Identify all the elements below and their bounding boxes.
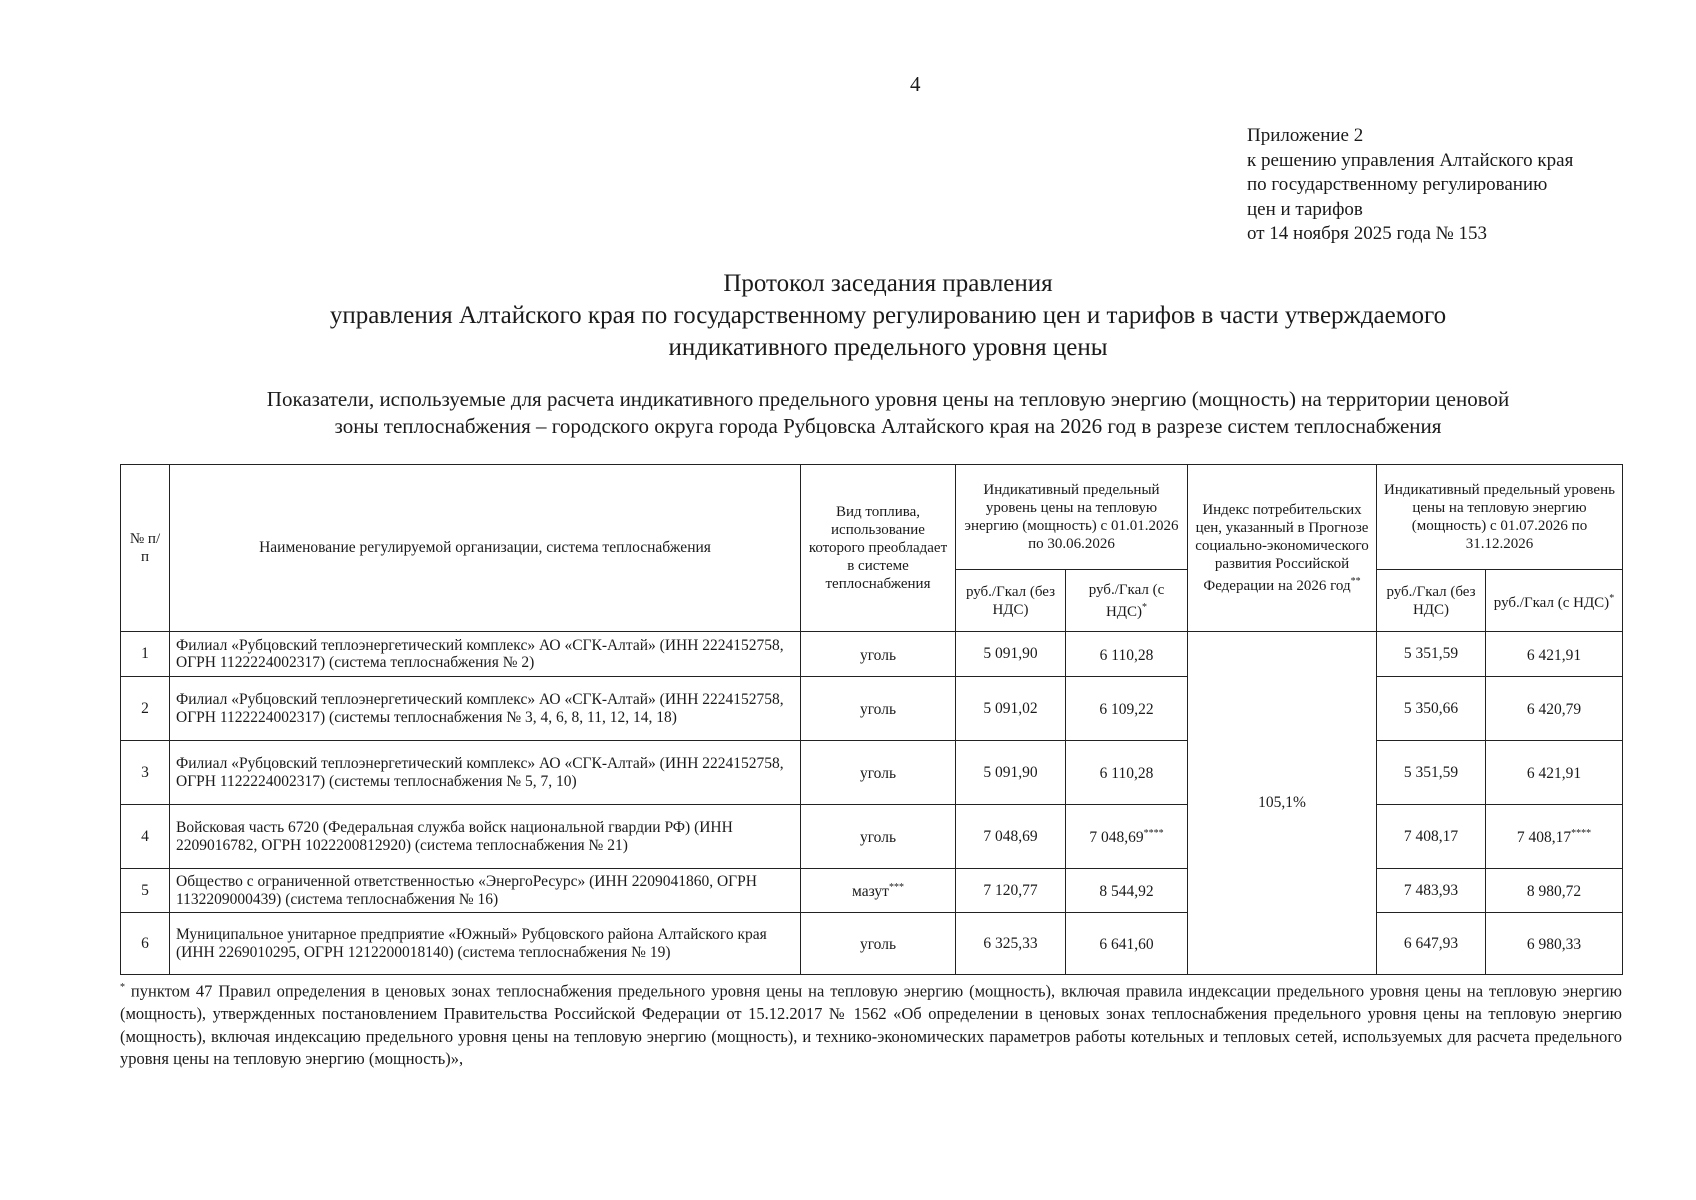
footnote-text: пунктом 47 Правил определения в ценовых зонах теплоснабжения предельного уровня цены на тепловую энергию (мощность), включая правила индексации предельного уровня цены на тепловую энергию (мощность), утвержденных постановлением Правительства Российской Федерации от 15.12.2017 № 1562 «Об определении в ценовых зонах теплоснабжения предельного уровня цены на тепловую энергию (мощность), включая индексацию предельного уровня цены на тепловую энергию (мощность), и технико-экономических параметров работы котельных и тепловых сетей, используемых для расчета предельного уровня цены на тепловую энергию (мощность)», [120, 981, 1622, 1068]
header-cpi-text: Индекс потребительских цен, указанный в Прогнозе социально-экономического развития Российской Федерации на 2026 год [1195, 502, 1369, 594]
header-p1-no-vat: руб./Гкал (без НДС) [956, 570, 1066, 632]
document-subtitle [0, 386, 1696, 440]
row-p1-with-vat [1066, 805, 1188, 869]
appendix-line: от 14 ноября 2025 года № 153 [1247, 223, 1488, 244]
subtitle-line: Показатели, используемые для расчета индикативного предельного уровня цены на тепловую энергию (мощность) на территории ценовой [266, 387, 1510, 411]
appendix-line: к решению управления Алтайского края [1247, 149, 1574, 171]
value-text: 6 110,28 [1099, 765, 1154, 783]
row-p2-with-vat [1486, 869, 1623, 913]
row-fuel [801, 741, 956, 805]
header-period-1: Индикативный предельный уровень цены на тепловую энергию (мощность) с 01.01.2026 по 30.06.2026 [956, 465, 1188, 570]
fuel-text: уголь [859, 647, 897, 665]
title-line: управления Алтайского края по государственному регулированию цен и тарифов в части утверждаемого [329, 302, 1447, 329]
footnote-mark: * [120, 982, 125, 993]
row-organization: Филиал «Рубцовский теплоэнергетический комплекс» АО «СГК-Алтай» (ИНН 2224152758, ОГРН 1122224002317) (система теплоснабжения № 2) [170, 632, 801, 677]
value-text: 6 641,60 [1099, 936, 1154, 954]
row-fuel [801, 869, 956, 913]
subtitle-line: зоны теплоснабжения – городского округа города Рубцовска Алтайского края на 2026 год в разрезе систем теплоснабжения [334, 414, 1442, 438]
row-number: 3 [121, 741, 170, 805]
row-number: 4 [121, 805, 170, 869]
appendix-line: по государственному регулированию [1247, 174, 1548, 195]
row-p2-no-vat: 5 351,59 [1377, 741, 1486, 805]
value-text: 8 980,72 [1526, 883, 1582, 901]
row-number: 2 [121, 677, 170, 741]
row-p1-no-vat: 5 091,90 [956, 632, 1066, 677]
cpi-value: 105,1% [1188, 632, 1377, 975]
tariff-table [120, 464, 1623, 975]
row-p2-with-vat [1486, 741, 1623, 805]
row-p2-no-vat: 7 408,17 [1377, 805, 1486, 869]
table-row [121, 869, 1623, 913]
row-p1-with-vat [1066, 913, 1188, 975]
value-text: 6 110,28 [1099, 647, 1154, 665]
row-organization: Филиал «Рубцовский теплоэнергетический комплекс» АО «СГК-Алтай» (ИНН 2224152758, ОГРН 1122224002317) (системы теплоснабжения № 5, 7, 10) [170, 741, 801, 805]
page-number: 4 [910, 72, 921, 96]
value-text: 6 980,33 [1526, 936, 1582, 954]
header-fuel-type: Вид топлива, использование которого преобладает в системе теплоснабжения [801, 465, 956, 632]
footnote-mark: ** [1350, 576, 1361, 587]
document-title [0, 268, 1696, 364]
fuel-text: уголь [859, 765, 897, 783]
row-number: 6 [121, 913, 170, 975]
row-fuel [801, 805, 956, 869]
row-p1-no-vat: 6 325,33 [956, 913, 1066, 975]
row-p1-with-vat [1066, 741, 1188, 805]
value-text: 7 408,17 [1516, 829, 1572, 847]
footnote [120, 977, 1622, 1071]
row-p1-with-vat [1066, 677, 1188, 741]
row-p1-with-vat [1066, 632, 1188, 677]
title-line: индикативного предельного уровня цены [668, 334, 1108, 361]
value-text: 6 421,91 [1526, 647, 1582, 665]
row-fuel [801, 913, 956, 975]
row-p2-with-vat [1486, 913, 1623, 975]
header-p2-no-vat: руб./Гкал (без НДС) [1377, 570, 1486, 632]
row-p1-no-vat: 7 048,69 [956, 805, 1066, 869]
footnote-mark: * [1142, 601, 1148, 613]
header-cpi [1188, 465, 1377, 632]
header-number: № п/п [121, 465, 170, 632]
row-p1-no-vat: 7 120,77 [956, 869, 1066, 913]
value-text: 6 421,91 [1526, 765, 1582, 783]
row-p2-no-vat: 6 647,93 [1377, 913, 1486, 975]
row-p1-no-vat: 5 091,02 [956, 677, 1066, 741]
header-p2-with-vat-text: руб./Гкал (с НДС) [1493, 594, 1610, 611]
footnote-mark: **** [1571, 828, 1592, 840]
header-period-2: Индикативный предельный уровень цены на тепловую энергию (мощность) с 01.07.2026 по 31.12.2026 [1377, 465, 1623, 570]
header-p1-with-vat [1066, 570, 1188, 632]
fuel-text: уголь [859, 701, 897, 719]
fuel-text: уголь [859, 936, 897, 954]
table-row [121, 913, 1623, 975]
row-organization: Войсковая часть 6720 (Федеральная служба войск национальной гвардии РФ) (ИНН 2209016782, ОГРН 1022200812920) (система теплоснабжения № 21) [170, 805, 801, 869]
row-p2-with-vat [1486, 677, 1623, 741]
footnote-mark: **** [1143, 828, 1164, 840]
footnote-mark: *** [888, 882, 904, 894]
row-p2-no-vat: 7 483,93 [1377, 869, 1486, 913]
row-p2-with-vat [1486, 805, 1623, 869]
appendix-line: цен и тарифов [1247, 198, 1363, 220]
table-row [121, 805, 1623, 869]
value-text: 6 109,22 [1099, 701, 1154, 719]
row-fuel [801, 677, 956, 741]
row-p2-no-vat: 5 351,59 [1377, 632, 1486, 677]
table-row [121, 632, 1623, 677]
row-p1-no-vat: 5 091,90 [956, 741, 1066, 805]
header-p2-with-vat [1486, 570, 1623, 632]
row-p2-with-vat [1486, 632, 1623, 677]
row-number: 5 [121, 869, 170, 913]
row-number: 1 [121, 632, 170, 677]
title-line: Протокол заседания правления [723, 270, 1053, 297]
header-organization: Наименование регулируемой организации, система теплоснабжения [170, 465, 801, 632]
row-organization: Общество с ограниченной ответственностью «ЭнергоРесурс» (ИНН 2209041860, ОГРН 1132209000439) (система теплоснабжения № 16) [170, 869, 801, 913]
row-p1-with-vat [1066, 869, 1188, 913]
fuel-text: уголь [859, 829, 897, 847]
row-organization: Муниципальное унитарное предприятие «Южный» Рубцовского района Алтайского края (ИНН 2269010295, ОГРН 1212200018140) (система теплоснабжения № 19) [170, 913, 801, 975]
value-text: 6 420,79 [1526, 701, 1582, 719]
row-organization: Филиал «Рубцовский теплоэнергетический комплекс» АО «СГК-Алтай» (ИНН 2224152758, ОГРН 1122224002317) (системы теплоснабжения № 3, 4, 6, 8, 11, 12, 14, 18) [170, 677, 801, 741]
row-p2-no-vat: 5 350,66 [1377, 677, 1486, 741]
appendix-block [1247, 124, 1573, 247]
table-row [121, 741, 1623, 805]
value-text: 8 544,92 [1099, 883, 1154, 901]
appendix-line: Приложение 2 [1247, 125, 1364, 146]
row-fuel [801, 632, 956, 677]
footnote-mark: * [1609, 592, 1615, 604]
header-p1-with-vat-text: руб./Гкал (с НДС) [1088, 581, 1165, 620]
value-text: 7 048,69 [1089, 829, 1144, 847]
table-row [121, 677, 1623, 741]
fuel-text: мазут [852, 883, 889, 901]
